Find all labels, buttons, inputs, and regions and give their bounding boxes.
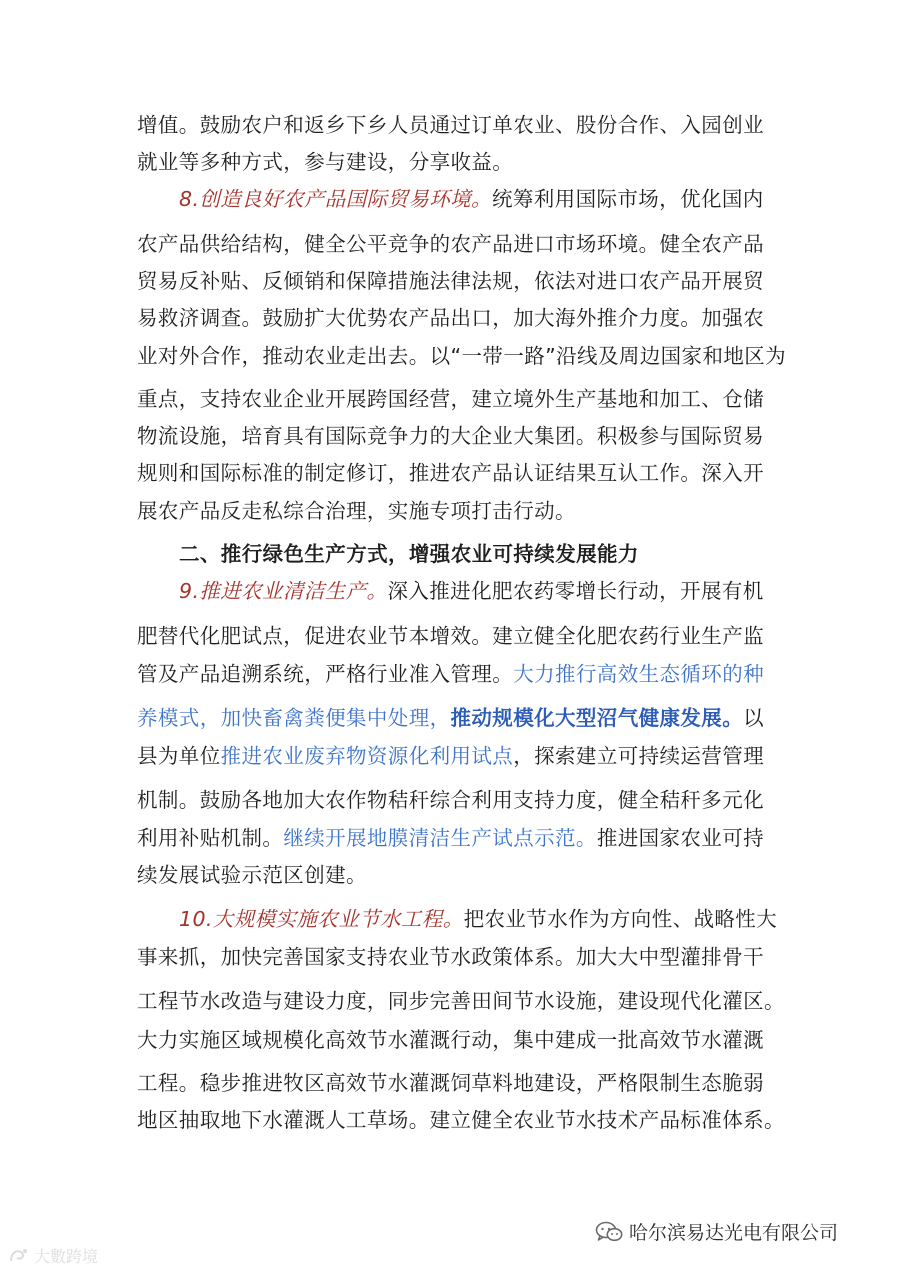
plain-text: 县为单位: [137, 744, 221, 768]
item-9-line: [179, 576, 764, 606]
paragraph-line: 展农产品反走私综合治理，实施专项打击行动。: [137, 499, 576, 523]
plain-text: 推进国家农业可持: [596, 826, 765, 850]
item-9-text: 深入推进化肥农药零增长行动，开展有机: [387, 579, 764, 603]
plain-text: 利用补贴机制。: [137, 826, 284, 850]
paragraph-line: 就业等多种方式，参与建设，分享收益。: [137, 150, 514, 174]
paragraph-line: 工程。稳步推进牧区高效节水灌溉饲草料地建设，严格限制生态脆弱: [137, 1071, 764, 1095]
plain-text: 以: [743, 706, 765, 730]
paragraph-line: [137, 741, 764, 771]
highlight-text: 大力推行高效生态循环的种: [513, 662, 765, 686]
item-10-heading: 10.大规模实施农业节水工程。: [179, 907, 464, 931]
item-9-heading: 9.推进农业清洁生产。: [179, 579, 388, 603]
account-signature: [595, 1218, 838, 1245]
paragraph-line: 事来抓，加快完善国家支持农业节水政策体系。加大大中型灌排骨干: [137, 945, 764, 969]
paragraph-line: 地区抽取地下水灌溉人工草场。建立健全农业节水技术产品标准体系。: [137, 1108, 785, 1132]
paragraph-line: 机制。鼓励各地加大农作物秸秆综合利用支持力度，健全秸秆多元化: [137, 788, 764, 812]
paragraph-line: 重点，支持农业企业开展跨国经营，建立境外生产基地和加工、仓储: [137, 387, 764, 411]
watermark-logo-icon: [8, 1247, 30, 1265]
bold-highlight-text: 推动规模化大型沼气健康发展。: [450, 706, 744, 730]
paragraph-line: 增值。鼓励农户和返乡下乡人员通过订单农业、股份合作、入园创业: [137, 113, 764, 137]
item-8-line: [179, 184, 764, 214]
item-10-text: 把农业节水作为方向性、战略性大: [463, 907, 778, 931]
watermark-text: 大數跨境: [34, 1247, 99, 1266]
paragraph-line: 农产品供给结构，健全公平竞争的农产品进口市场环境。健全农产品: [137, 232, 764, 256]
item-8-text: 统筹利用国际市场，优化国内: [491, 187, 764, 211]
paragraph-line: [137, 703, 764, 733]
account-name: 哈尔滨易达光电有限公司: [629, 1222, 839, 1244]
paragraph-line: 易救济调查。鼓励扩大优势农产品出口，加大海外推介力度。加强农: [137, 306, 764, 330]
paragraph-line: 工程节水改造与建设力度，同步完善田间节水设施，建设现代化灌区。: [137, 989, 785, 1013]
paragraph-line: 肥替代化肥试点，促进农业节本增效。建立健全化肥农药行业生产监: [137, 624, 764, 648]
section-title: 二、推行绿色生产方式，增强农业可持续发展能力: [179, 542, 639, 566]
paragraph-line: 大力实施区域规模化高效节水灌溉行动，集中建成一批高效节水灌溉: [137, 1028, 764, 1052]
item-10-line: [179, 904, 777, 934]
highlight-text: 推进农业废弃物资源化利用试点: [220, 744, 514, 768]
plain-text: 管及产品追溯系统，严格行业准入管理。: [137, 662, 514, 686]
highlight-text: 继续开展地膜清洁生产试点示范。: [283, 826, 597, 850]
wechat-icon: [595, 1221, 623, 1243]
paragraph-line: 物流设施，培育具有国际竞争力的大企业大集团。积极参与国际贸易: [137, 424, 764, 448]
item-8-heading: 8.创造良好农产品国际贸易环境。: [179, 187, 492, 211]
paragraph-line: [137, 659, 764, 689]
plain-text: ，探索建立可持续运营管理: [513, 744, 765, 768]
highlight-text: 养模式，加快畜禽粪便集中处理，: [137, 706, 451, 730]
paragraph-line: 贸易反补贴、反倾销和保障措施法律法规，依法对进口农产品开展贸: [137, 269, 764, 293]
watermark: [8, 1244, 98, 1267]
paragraph-line: 续发展试验示范区创建。: [137, 863, 367, 887]
paragraph-line: [137, 823, 764, 853]
paragraph-line: 业对外合作，推动农业走出去。以“一带一路”沿线及周边国家和地区为: [137, 344, 787, 368]
paragraph-line: 规则和国际标准的制定修订，推进农产品认证结果互认工作。深入开: [137, 461, 764, 485]
